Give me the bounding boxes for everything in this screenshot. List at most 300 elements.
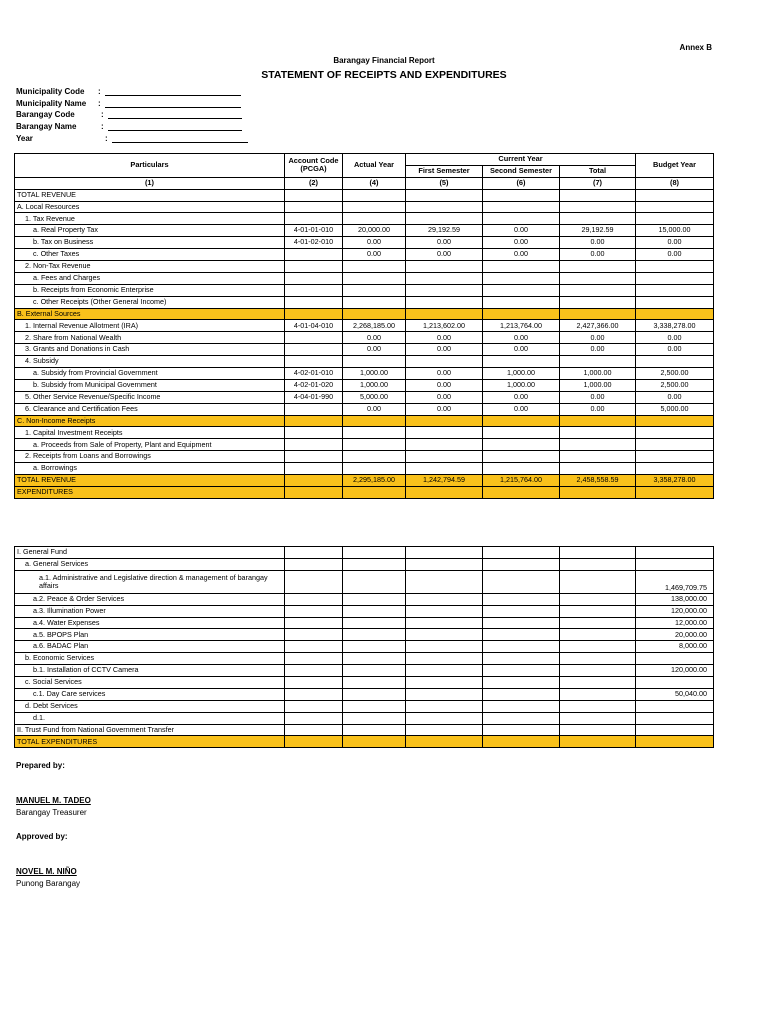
row-particulars: b. Tax on Business (15, 237, 285, 249)
row-actual-year: 0.00 (343, 237, 406, 249)
row-second-semester (483, 677, 560, 689)
row-particulars: a. Borrowings (15, 463, 285, 475)
row-account-code (285, 712, 343, 724)
row-first-semester (406, 558, 483, 570)
row-account-code (285, 605, 343, 617)
row-budget-year (636, 427, 714, 439)
row-budget-year: 0.00 (636, 332, 714, 344)
row-actual-year: 5,000.00 (343, 391, 406, 403)
row-particulars: B. External Sources (15, 308, 285, 320)
col-number: (4) (343, 177, 406, 189)
row-particulars: a. Subsidy from Provincial Government (15, 368, 285, 380)
row-second-semester (483, 653, 560, 665)
table-row (15, 593, 714, 605)
row-account-code (285, 629, 343, 641)
row-total (560, 605, 636, 617)
table-row (15, 605, 714, 617)
table-row (15, 451, 714, 463)
row-second-semester (483, 547, 560, 559)
row-total: 2,427,366.00 (560, 320, 636, 332)
row-particulars: c. Other Taxes (15, 249, 285, 261)
row-actual-year (343, 641, 406, 653)
row-first-semester (406, 629, 483, 641)
row-total (560, 700, 636, 712)
table-row (15, 237, 714, 249)
row-first-semester (406, 189, 483, 201)
row-second-semester: 0.00 (483, 237, 560, 249)
row-total (560, 593, 636, 605)
row-first-semester: 29,192.59 (406, 225, 483, 237)
row-budget-year: 15,000.00 (636, 225, 714, 237)
row-actual-year: 20,000.00 (343, 225, 406, 237)
row-particulars: 1. Tax Revenue (15, 213, 285, 225)
row-total (560, 641, 636, 653)
row-particulars: c. Other Receipts (Other General Income) (15, 296, 285, 308)
row-second-semester: 1,215,764.00 (483, 475, 560, 487)
row-account-code (285, 641, 343, 653)
row-second-semester: 1,000.00 (483, 368, 560, 380)
row-account-code (285, 201, 343, 213)
row-actual-year (343, 356, 406, 368)
row-first-semester: 0.00 (406, 332, 483, 344)
row-second-semester (483, 189, 560, 201)
row-particulars: C. Non-Income Receipts (15, 415, 285, 427)
row-second-semester: 1,213,764.00 (483, 320, 560, 332)
row-second-semester (483, 296, 560, 308)
row-budget-year (636, 308, 714, 320)
row-total: 0.00 (560, 249, 636, 261)
table-row (15, 201, 714, 213)
row-actual-year: 0.00 (343, 332, 406, 344)
row-account-code: 4-02-01-020 (285, 379, 343, 391)
row-second-semester (483, 700, 560, 712)
table-row (15, 415, 714, 427)
row-second-semester (483, 261, 560, 273)
table-row (15, 558, 714, 570)
row-total: 29,192.59 (560, 225, 636, 237)
row-first-semester (406, 677, 483, 689)
row-total: 0.00 (560, 403, 636, 415)
row-particulars: 5. Other Service Revenue/Specific Income (15, 391, 285, 403)
row-particulars: TOTAL EXPENDITURES (15, 736, 285, 748)
row-second-semester (483, 605, 560, 617)
row-first-semester: 0.00 (406, 344, 483, 356)
row-actual-year (343, 724, 406, 736)
row-second-semester (483, 593, 560, 605)
row-actual-year: 2,268,185.00 (343, 320, 406, 332)
row-total (560, 736, 636, 748)
info-colon: : (105, 133, 108, 143)
row-account-code (285, 677, 343, 689)
row-account-code: 4-04-01-990 (285, 391, 343, 403)
row-actual-year (343, 272, 406, 284)
info-blank-line[interactable] (108, 110, 242, 119)
row-budget-year (636, 547, 714, 559)
row-particulars: II. Trust Fund from National Government Transfer (15, 724, 285, 736)
row-account-code (285, 308, 343, 320)
row-particulars: b.1. Installation of CCTV Camera (15, 665, 285, 677)
info-blank-line[interactable] (105, 87, 241, 96)
row-budget-year (636, 677, 714, 689)
row-particulars: 3. Grants and Donations in Cash (15, 344, 285, 356)
row-total (560, 308, 636, 320)
row-first-semester (406, 593, 483, 605)
info-label: Municipality Name (16, 98, 87, 108)
row-budget-year: 8,000.00 (636, 641, 714, 653)
row-total (560, 558, 636, 570)
table-row (15, 688, 714, 700)
row-actual-year (343, 427, 406, 439)
info-blank-line[interactable] (105, 99, 241, 108)
row-first-semester: 1,213,602.00 (406, 320, 483, 332)
table-row (15, 641, 714, 653)
table-row (15, 724, 714, 736)
col-number: (2) (285, 177, 343, 189)
row-actual-year (343, 677, 406, 689)
row-account-code (285, 249, 343, 261)
row-account-code (285, 213, 343, 225)
row-actual-year (343, 629, 406, 641)
row-budget-year (636, 284, 714, 296)
table-row (15, 249, 714, 261)
row-budget-year: 2,500.00 (636, 368, 714, 380)
row-first-semester (406, 736, 483, 748)
table-row (15, 700, 714, 712)
row-first-semester (406, 653, 483, 665)
row-account-code (285, 344, 343, 356)
row-total (560, 617, 636, 629)
row-particulars: 6. Clearance and Certification Fees (15, 403, 285, 415)
table-row (15, 486, 714, 498)
row-first-semester: 0.00 (406, 391, 483, 403)
row-second-semester (483, 688, 560, 700)
info-label: Year (16, 133, 33, 143)
row-particulars: b. Economic Services (15, 653, 285, 665)
row-second-semester (483, 665, 560, 677)
row-budget-year (636, 189, 714, 201)
info-blank-line[interactable] (108, 122, 242, 131)
row-actual-year (343, 547, 406, 559)
row-actual-year (343, 201, 406, 213)
row-total (560, 213, 636, 225)
table-row (15, 272, 714, 284)
row-account-code (285, 736, 343, 748)
row-total: 0.00 (560, 332, 636, 344)
info-label: Barangay Name (16, 122, 77, 132)
table-row (15, 570, 714, 593)
row-particulars: d.1. (15, 712, 285, 724)
row-budget-year (636, 272, 714, 284)
row-second-semester (483, 463, 560, 475)
row-total: 2,458,558.59 (560, 475, 636, 487)
row-particulars: TOTAL REVENUE (15, 189, 285, 201)
row-account-code (285, 724, 343, 736)
row-first-semester: 0.00 (406, 249, 483, 261)
row-actual-year (343, 736, 406, 748)
row-second-semester: 0.00 (483, 344, 560, 356)
row-account-code (285, 617, 343, 629)
row-budget-year: 3,338,278.00 (636, 320, 714, 332)
row-budget-year: 0.00 (636, 344, 714, 356)
table-row (15, 403, 714, 415)
table-row (15, 284, 714, 296)
approver-name: NOVEL M. NIÑO (16, 867, 77, 876)
row-budget-year (636, 712, 714, 724)
row-first-semester (406, 296, 483, 308)
table-row (15, 665, 714, 677)
row-first-semester (406, 688, 483, 700)
row-account-code (285, 296, 343, 308)
row-account-code (285, 593, 343, 605)
row-total (560, 439, 636, 451)
row-account-code (285, 261, 343, 273)
col-header-account-code: Account Code (PCGA) (285, 154, 343, 178)
row-actual-year (343, 308, 406, 320)
table-row (15, 332, 714, 344)
table-row (15, 344, 714, 356)
row-particulars: a.2. Peace & Order Services (15, 593, 285, 605)
row-particulars: I. General Fund (15, 547, 285, 559)
row-budget-year: 0.00 (636, 391, 714, 403)
row-budget-year: 5,000.00 (636, 403, 714, 415)
table-row (15, 213, 714, 225)
row-total (560, 724, 636, 736)
row-particulars: b. Receipts from Economic Enterprise (15, 284, 285, 296)
row-budget-year: 12,000.00 (636, 617, 714, 629)
row-total (560, 296, 636, 308)
table-row (15, 296, 714, 308)
row-account-code (285, 451, 343, 463)
row-second-semester (483, 415, 560, 427)
row-particulars: 1. Internal Revenue Allotment (IRA) (15, 320, 285, 332)
row-account-code (285, 463, 343, 475)
col-header-total: Total (560, 165, 636, 177)
col-number: (6) (483, 177, 560, 189)
row-actual-year (343, 296, 406, 308)
row-first-semester (406, 712, 483, 724)
row-account-code (285, 475, 343, 487)
row-actual-year (343, 415, 406, 427)
preparer-name: MANUEL M. TADEO (16, 796, 91, 805)
row-second-semester (483, 558, 560, 570)
row-actual-year: 1,000.00 (343, 368, 406, 380)
col-header-budget-year: Budget Year (636, 154, 714, 178)
row-first-semester (406, 547, 483, 559)
table-row (15, 427, 714, 439)
row-first-semester (406, 261, 483, 273)
row-account-code: 4-01-02-010 (285, 237, 343, 249)
row-first-semester (406, 272, 483, 284)
row-first-semester (406, 451, 483, 463)
row-particulars: a. General Services (15, 558, 285, 570)
row-actual-year: 2,295,185.00 (343, 475, 406, 487)
row-total: 0.00 (560, 344, 636, 356)
row-second-semester: 0.00 (483, 391, 560, 403)
preparer-title: Barangay Treasurer (16, 808, 87, 817)
col-number: (8) (636, 177, 714, 189)
table-row (15, 463, 714, 475)
row-account-code (285, 284, 343, 296)
row-particulars: a. Fees and Charges (15, 272, 285, 284)
row-particulars: 2. Non-Tax Revenue (15, 261, 285, 273)
row-budget-year (636, 296, 714, 308)
table-row (15, 379, 714, 391)
info-row-barangay-name (16, 119, 248, 131)
row-budget-year: 20,000.00 (636, 629, 714, 641)
col-header-particulars: Particulars (15, 154, 285, 178)
row-budget-year: 1,469,709.75 (636, 570, 714, 593)
row-account-code (285, 427, 343, 439)
row-first-semester (406, 213, 483, 225)
row-account-code: 4-01-01-010 (285, 225, 343, 237)
row-second-semester: 0.00 (483, 249, 560, 261)
row-actual-year: 0.00 (343, 344, 406, 356)
row-particulars: a. Proceeds from Sale of Property, Plant and Equipment (15, 439, 285, 451)
row-first-semester: 0.00 (406, 237, 483, 249)
row-second-semester (483, 736, 560, 748)
row-particulars: A. Local Resources (15, 201, 285, 213)
row-actual-year (343, 593, 406, 605)
row-total (560, 201, 636, 213)
annex-label: Annex B (679, 43, 712, 52)
row-total (560, 677, 636, 689)
info-row-municipality-name (16, 96, 248, 108)
row-budget-year: 120,000.00 (636, 605, 714, 617)
table-row (15, 547, 714, 559)
row-total (560, 653, 636, 665)
info-colon: : (101, 122, 104, 132)
row-first-semester (406, 641, 483, 653)
row-actual-year (343, 261, 406, 273)
row-second-semester (483, 439, 560, 451)
row-first-semester: 0.00 (406, 403, 483, 415)
row-particulars: a.1. Administrative and Legislative direction & management of barangay affairs (15, 570, 285, 593)
row-total (560, 272, 636, 284)
col-number: (5) (406, 177, 483, 189)
table-row (15, 677, 714, 689)
row-second-semester (483, 213, 560, 225)
row-account-code (285, 653, 343, 665)
row-actual-year (343, 605, 406, 617)
row-first-semester (406, 284, 483, 296)
row-first-semester: 1,242,794.59 (406, 475, 483, 487)
table-row (15, 736, 714, 748)
row-first-semester (406, 415, 483, 427)
row-total (560, 629, 636, 641)
row-second-semester (483, 570, 560, 593)
row-first-semester (406, 486, 483, 498)
row-account-code (285, 272, 343, 284)
row-actual-year: 0.00 (343, 403, 406, 415)
row-budget-year (636, 439, 714, 451)
row-second-semester (483, 451, 560, 463)
row-budget-year (636, 486, 714, 498)
row-first-semester (406, 665, 483, 677)
row-particulars: b. Subsidy from Municipal Government (15, 379, 285, 391)
row-particulars: d. Debt Services (15, 700, 285, 712)
info-colon: : (98, 98, 101, 108)
row-account-code (285, 547, 343, 559)
row-budget-year: 120,000.00 (636, 665, 714, 677)
row-second-semester (483, 641, 560, 653)
row-second-semester (483, 356, 560, 368)
row-account-code: 4-02-01-010 (285, 368, 343, 380)
col-number: (1) (15, 177, 285, 189)
info-blank-line[interactable] (112, 134, 248, 143)
report-title: STATEMENT OF RECEIPTS AND EXPENDITURES (261, 69, 507, 81)
row-account-code (285, 403, 343, 415)
info-label: Municipality Code (16, 86, 85, 96)
row-account-code (285, 558, 343, 570)
col-header-first-semester: First Semester (406, 165, 483, 177)
row-budget-year: 138,000.00 (636, 593, 714, 605)
row-budget-year (636, 724, 714, 736)
row-second-semester (483, 284, 560, 296)
row-budget-year: 3,358,278.00 (636, 475, 714, 487)
col-number: (7) (560, 177, 636, 189)
row-budget-year: 2,500.00 (636, 379, 714, 391)
row-first-semester (406, 308, 483, 320)
approver-title: Punong Barangay (16, 879, 81, 888)
info-label: Barangay Code (16, 110, 75, 120)
row-total (560, 665, 636, 677)
row-particulars: a.4. Water Expenses (15, 617, 285, 629)
info-row-year (16, 131, 248, 143)
row-actual-year (343, 284, 406, 296)
table-row (15, 475, 714, 487)
row-actual-year: 0.00 (343, 249, 406, 261)
row-account-code (285, 486, 343, 498)
row-budget-year (636, 463, 714, 475)
row-total (560, 415, 636, 427)
row-actual-year (343, 700, 406, 712)
row-total (560, 570, 636, 593)
row-actual-year (343, 653, 406, 665)
row-particulars: 2. Receipts from Loans and Borrowings (15, 451, 285, 463)
row-actual-year (343, 439, 406, 451)
row-first-semester (406, 605, 483, 617)
row-second-semester: 0.00 (483, 403, 560, 415)
row-total (560, 284, 636, 296)
row-first-semester (406, 201, 483, 213)
row-first-semester (406, 617, 483, 629)
row-total: 0.00 (560, 237, 636, 249)
row-first-semester: 0.00 (406, 368, 483, 380)
row-second-semester (483, 629, 560, 641)
row-total (560, 712, 636, 724)
row-actual-year (343, 570, 406, 593)
row-total: 1,000.00 (560, 368, 636, 380)
row-second-semester: 1,000.00 (483, 379, 560, 391)
info-row-barangay-code (16, 108, 248, 120)
row-account-code (285, 332, 343, 344)
row-budget-year: 50,040.00 (636, 688, 714, 700)
table-row (15, 261, 714, 273)
row-actual-year (343, 451, 406, 463)
table-row (15, 356, 714, 368)
table-row (15, 653, 714, 665)
row-total (560, 451, 636, 463)
row-budget-year (636, 213, 714, 225)
row-budget-year (636, 261, 714, 273)
row-total: 0.00 (560, 391, 636, 403)
table-row (15, 368, 714, 380)
row-budget-year (636, 558, 714, 570)
table-row (15, 391, 714, 403)
row-total (560, 261, 636, 273)
report-subtitle: Barangay Financial Report (333, 56, 435, 65)
row-second-semester (483, 724, 560, 736)
